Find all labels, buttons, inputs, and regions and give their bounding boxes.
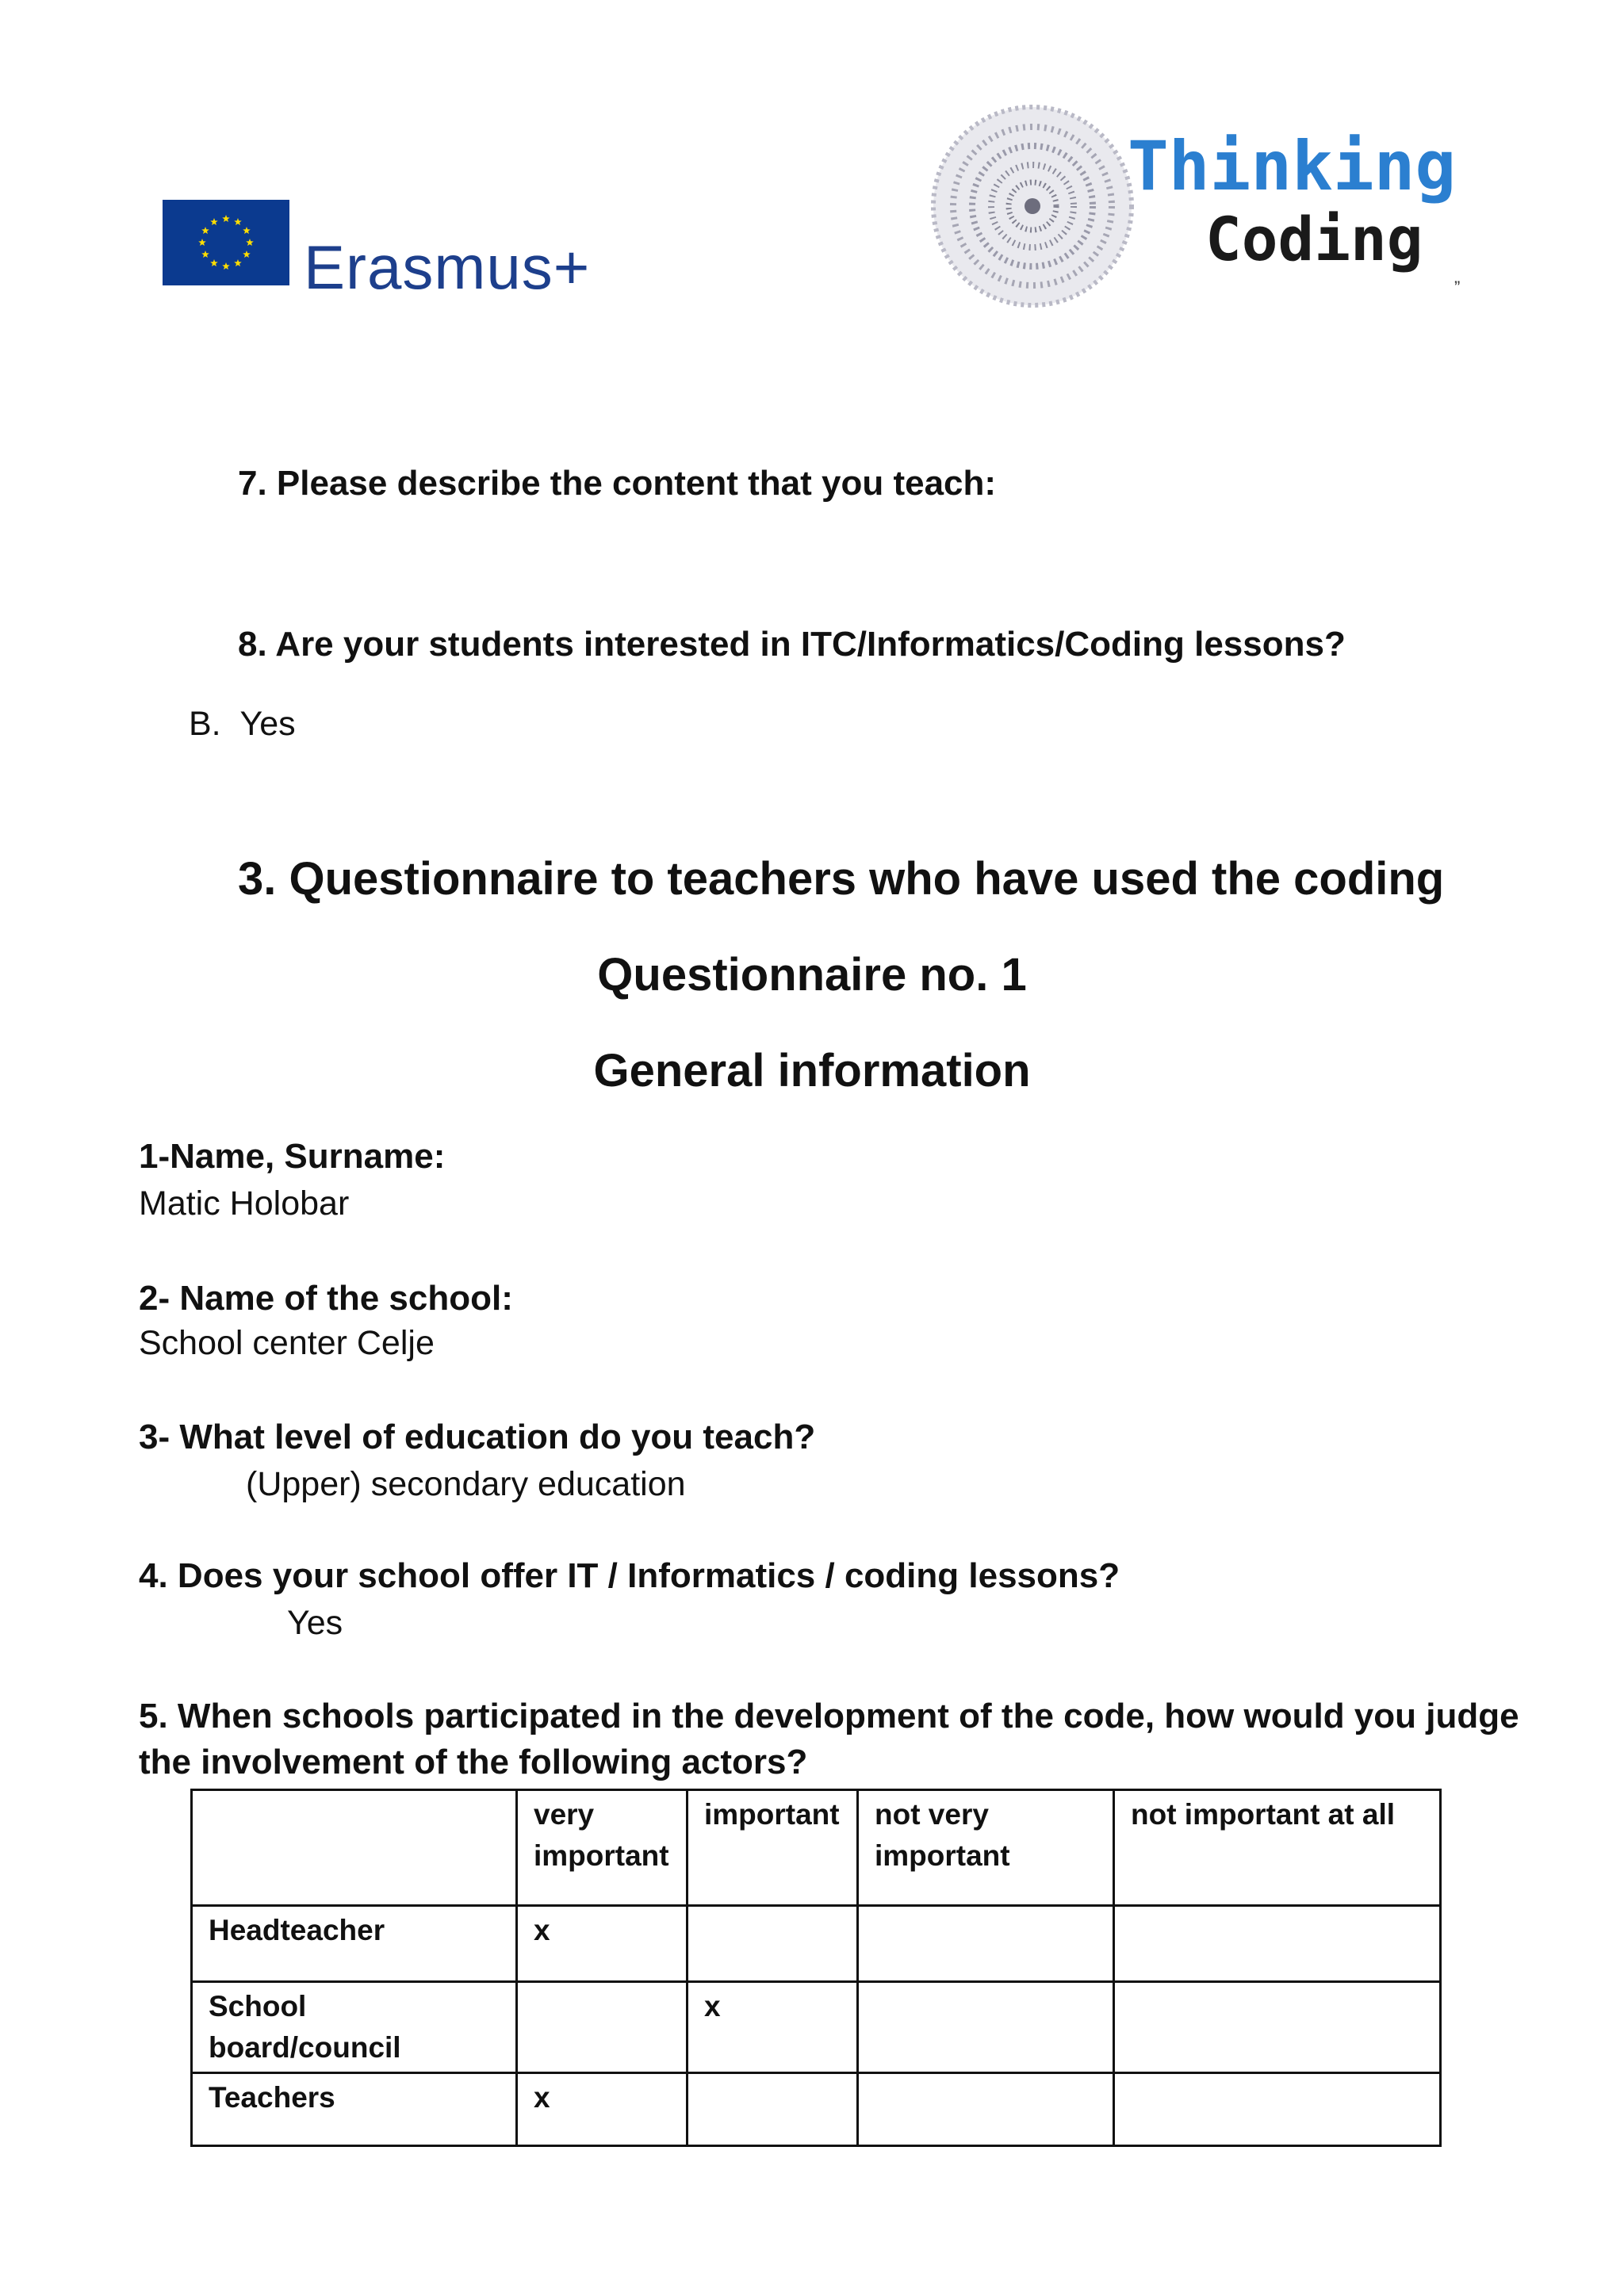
answer-it-lessons: Yes [287, 1604, 343, 1642]
rating-cell [1114, 1982, 1441, 2073]
rating-cell [517, 1982, 688, 2073]
question-5-line2: the involvement of the following actors? [139, 1743, 808, 1781]
eu-star-icon [201, 227, 209, 234]
rating-cell [858, 1906, 1114, 1982]
question-5-line1: 5. When schools participated in the development of the code, how would you judge [139, 1697, 1519, 1735]
rating-cell [858, 1982, 1114, 2073]
rating-cell [858, 2073, 1114, 2146]
table-row [192, 1906, 1441, 1982]
table-row [192, 1982, 1441, 2073]
erasmus-logo [163, 200, 591, 302]
erasmus-wordmark: Erasmus+ [304, 232, 591, 302]
rating-cell: x [517, 2073, 688, 2146]
actor-cell: Teachers [192, 2073, 517, 2146]
question-name: 1-Name, Surname: [139, 1137, 446, 1176]
question-7: 7. Please describe the content that you teach: [238, 464, 997, 503]
eu-star-icon [246, 239, 254, 246]
table-header-cell [192, 1790, 517, 1906]
eu-star-icon [234, 218, 242, 225]
thinking-coding-logo [929, 99, 1461, 313]
question-8-answer: B. Yes [189, 705, 296, 743]
eu-star-icon [198, 239, 206, 246]
rating-cell: x [688, 1982, 858, 2073]
binary-disc-icon [929, 103, 1136, 309]
rating-cell [1114, 2073, 1441, 2146]
eu-star-icon [210, 218, 218, 225]
rating-cell [688, 1906, 858, 1982]
question-education-level: 3- What level of education do you teach? [139, 1418, 816, 1456]
table-header-cell: very important [517, 1790, 688, 1906]
eu-star-icon [222, 262, 230, 270]
eu-flag-icon [163, 200, 289, 285]
table-row [192, 2073, 1441, 2146]
table-header-row [192, 1790, 1441, 1906]
actor-cell: School board/council [192, 1982, 517, 2073]
answer-name: Matic Holobar [139, 1184, 350, 1223]
questionnaire-subtitle: Questionnaire no. 1 [597, 949, 1027, 1001]
involvement-table [190, 1789, 1442, 2147]
rating-cell [1114, 1906, 1441, 1982]
rating-cell [688, 2073, 858, 2146]
eu-star-icon [210, 259, 218, 266]
table-header-cell: not important at all [1114, 1790, 1441, 1906]
actor-cell: Headteacher [192, 1906, 517, 1982]
eu-star-icon [243, 251, 251, 258]
stray-quote-mark: ” [1454, 277, 1461, 297]
question-it-lessons: 4. Does your school offer IT / Informatics / coding lessons? [139, 1556, 1120, 1595]
logo-coding-text: Coding [1205, 204, 1423, 274]
answer-education-level: (Upper) secondary education [246, 1465, 686, 1503]
eu-star-icon [201, 251, 209, 258]
table-header-cell: important [688, 1790, 858, 1906]
answer-school: School center Celje [139, 1324, 435, 1362]
rating-cell: x [517, 1906, 688, 1982]
question-school: 2- Name of the school: [139, 1279, 513, 1318]
table-header-cell: not very important [858, 1790, 1114, 1906]
general-information-heading: General information [593, 1045, 1031, 1096]
eu-star-icon [222, 215, 230, 222]
question-8: 8. Are your students interested in ITC/Informatics/Coding lessons? [238, 625, 1346, 664]
eu-star-icon [234, 259, 242, 266]
logo-thinking-text: Thinking [1128, 127, 1457, 206]
section-title: 3. Questionnaire to teachers who have used the coding [238, 853, 1445, 905]
eu-star-icon [243, 227, 251, 234]
